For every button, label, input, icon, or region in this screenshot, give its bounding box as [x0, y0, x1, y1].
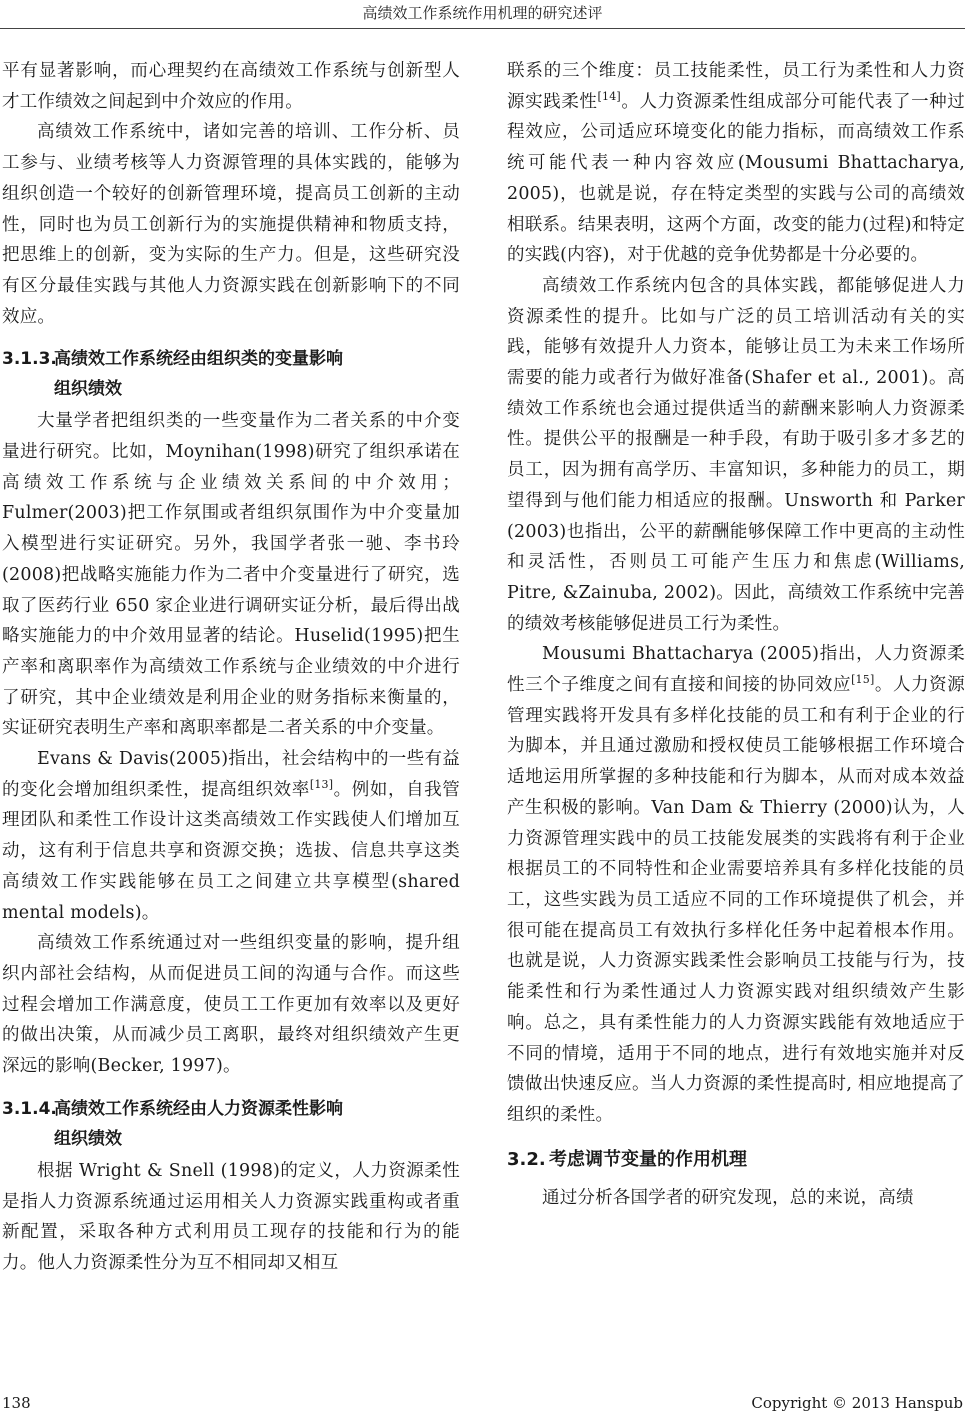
section-title-line2: 组织绩效 [54, 1128, 122, 1149]
section-number: 3.1.4. [2, 1098, 57, 1119]
citation-ref: [13] [309, 777, 334, 791]
citation-ref: [14] [597, 89, 621, 103]
section-number: 3.1.3. [2, 349, 57, 370]
paragraph-three-dimensions [507, 56, 965, 271]
paragraph-social-structure: 高绩效工作系统通过对一些组织变量的影响，提升组织内部社会结构，从而促进员工间的沟通与合作。而这些过程会增加工作满意度，使员工工作更加有效率以及更好的做出决策，从而减少员工离职，最终对组织绩效产生更深远的影响(Becker, 1997)。 [2, 933, 460, 1077]
paragraph-hr-flexibility-definition: 根据 Wright & Snell (1998)的定义，人力资源柔性是指人力资源系统通过运用相关人力资源实践重构或者重新配置，采取各种方式利用员工现存的技能和行为的能力。他人力资源柔性分为互不相同却又相互 [2, 1160, 460, 1273]
paragraph-text: 。人力资源管理实践将开发具有多样化技能的员工和有利于企业的行为脚本，并且通过激励和授权使员工能够根据工作环境合适地运用所掌握的多种技能和行为脚本，从而对成本效益产生积极的影响。Van Dam & Thierry (2000)认为，人力资源管理实践中的员工技能发展类的实践将有利于企业根据员工的不同特性和企业需要培养具有多样化技能的员工，这些实践为员工适应不同的工作环境提供了机会，并很可能在提高员工有效执行多样化任务中起着根本作用。也就是说，人力资源实践柔性会影响员工技能与行为，技能柔性和行为柔性通过人力资源实践对组织绩效产生影响。总之，具有柔性能力的人力资源实践能有效地适应于不同的情境，适用于不同的地点，进行有效地实施并对反馈做出快速反应。当人力资源的柔性提高时, 相应地提高了组织的柔性。 [507, 675, 965, 1125]
section-number: 3.2. [507, 1148, 546, 1170]
left-column [2, 56, 460, 1279]
paragraph-text: 。人力资源柔性组成部分可能代表了一种过程效应，公司适应环境变化的能力指标，而高绩效工作系统可能代表一种内容效应(Mousumi Bhattacharya, 2005)，也就是说，存在特定类型的实践与公司的高绩效相联系。结果表明，这两个方面，改变的能力(过程)和特定的实践(内容)，对于优越的竞争优势都是十分必要的。 [507, 91, 965, 266]
section-heading-3-2 [507, 1145, 965, 1175]
section-title-line1: 高绩效工作系统经由组织类的变量影响 [54, 349, 343, 370]
section-heading-3-1-4 [2, 1094, 460, 1154]
paragraph-organizational-mediators: 大量学者把组织类的一些变量作为二者关系的中介变量进行研究。比如，Moynihan(1998)研究了组织承诺在高绩效工作系统与企业绩效关系间的中介效用；Fulmer(2003)把工作氛围或者组织氛围作为中介变量加入模型进行实证研究。另外，我国学者张一驰、李书玲(2008)把战略实施能力作为二者中介变量进行了研究，选取了医药行业 650 家企业进行调研实证分析，最后得出战略实施能力的中介效用显著的结论。Huselid(1995)把生产率和离职率作为高绩效工作系统与企业绩效的中介进行了研究，其中企业绩效是利用企业的财务指标来衡量的，实证研究表明生产率和离职率都是二者关系的中介变量。 [2, 411, 460, 739]
paragraph-mousumi-bhattacharya [507, 639, 965, 1130]
section-title-line2: 组织绩效 [54, 379, 122, 400]
header-rule [0, 28, 965, 29]
right-column [507, 56, 965, 1213]
section-heading-3-1-3 [2, 344, 460, 404]
paragraph-evans-davis [2, 744, 460, 928]
section-title-line1: 高绩效工作系统经由人力资源柔性影响 [54, 1098, 343, 1119]
citation-ref: [15] [851, 673, 875, 687]
page-number: 138 [2, 1394, 31, 1412]
paragraph-text: 联系的三个维度：员工技能柔性，员工行为柔性和人力资源实践柔性 [507, 61, 965, 112]
paragraph-continued: 平有显著影响，而心理契约在高绩效工作系统与创新型人才工作绩效之间起到中介效应的作用。 [2, 61, 460, 112]
paragraph-text: 。例如，自我管理团队和柔性工作设计这类高绩效工作实践使人们增加互动，这有利于信息共享和资源交换；选拔、信息共享这类高绩效工作实践能够在员工之间建立共享模型(shared mental models)。 [2, 779, 460, 923]
paragraph-practices-flexibility: 高绩效工作系统内包含的具体实践，都能够促进人力资源柔性的提升。比如与广泛的员工培训活动有关的实践，能够有效提升人力资本，能够让员工为未来工作场所需要的能力或者行为做好准备(Shafer et al., 2001)。高绩效工作系统也会通过提供适当的薪酬来影响人力资源柔性。提供公平的报酬是一种手段，有助于吸引多才多艺的员工，因为拥有高学历、丰富知识，多种能力的员工，期望得到与他们能力相适应的报酬。Unsworth 和 Parker (2003)也指出，公平的薪酬能够保障工作中更高的主动性和灵活性，否则员工可能产生压力和焦虑(Williams, Pitre, &Zainuba, 2002)。因此，高绩效工作系统中完善的绩效考核能够促进员工行为柔性。 [507, 275, 965, 634]
copyright-notice: Copyright © 2013 Hanspub [751, 1394, 963, 1412]
paragraph-text: Evans & Davis(2005)指出，社会结构中的一些有益的变化会增加组织柔性，提高组织效率 [2, 749, 460, 800]
paragraph-text: Mousumi Bhattacharya (2005)指出，人力资源柔性三个子维度之间有直接和间接的协同效应 [507, 644, 965, 696]
running-head: 高绩效工作系统作用机理的研究述评 [362, 4, 603, 22]
section-title: 考虑调节变量的作用机理 [549, 1148, 747, 1170]
paragraph-moderators-intro: 通过分析各国学者的研究发现，总的来说，高绩 [542, 1187, 914, 1208]
paragraph-hpws-innovation: 高绩效工作系统中，诸如完善的培训、工作分析、员工参与、业绩考核等人力资源管理的具体实践的，能够为组织创造一个较好的创新管理环境，提高员工创新的主动性，同时也为员工创新行为的实施提供精神和物质支持，把思维上的创新，变为实际的生产力。但是，这些研究没有区分最佳实践与其他人力资源实践在创新影响下的不同效应。 [2, 122, 460, 327]
